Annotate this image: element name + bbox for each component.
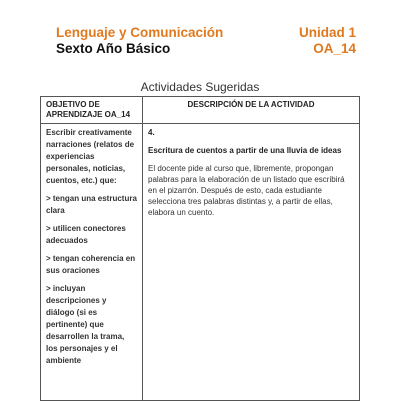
activity-description: El docente pide al curso que, libremente, propongan palabras para la elaboración de un listado que escribirá en el pizarrón. Después de esto, cada estudiante selecciona tres palabras distintas y, a partir de ellas, elabora un cuento. [148,164,345,217]
objective-cell [41,124,143,401]
section-title: Actividades Sugeridas [140,80,260,94]
activities-table [40,96,360,401]
table-header-row [41,97,360,124]
objective-item: > tengan coherencia en sus oraciones [46,254,136,275]
header-left [56,25,223,57]
header-right [299,25,356,57]
grade-title: Sexto Año Básico [56,41,171,56]
objective-column-header: OBJETIVO DE APRENDIZAJE OA_14 [41,97,143,124]
objective-statement: Escribir creativamente narraciones (relatos de experiencias personales, noticias, cuentos, etc.) que: [46,128,135,185]
objective-item: > incluyan descripciones y diálogo (si es pertinente) que desarrollen la trama, los personajes y el ambiente [46,284,125,365]
activity-number: 4. [148,128,155,137]
subject-title: Lenguaje y Comunicación [56,25,224,40]
description-column-header: DESCRIPCIÓN DE LA ACTIVIDAD [143,97,360,124]
objective-code: OA_14 [313,41,356,56]
objective-item: > utilicen conectores adecuados [46,224,126,245]
activity-title: Escritura de cuentos a partir de una lluvia de ideas [148,146,342,155]
activity-cell [143,124,360,401]
table-row [41,124,360,401]
unit-label: Unidad 1 [298,25,356,40]
objective-item: > tengan una estructura clara [46,194,137,215]
